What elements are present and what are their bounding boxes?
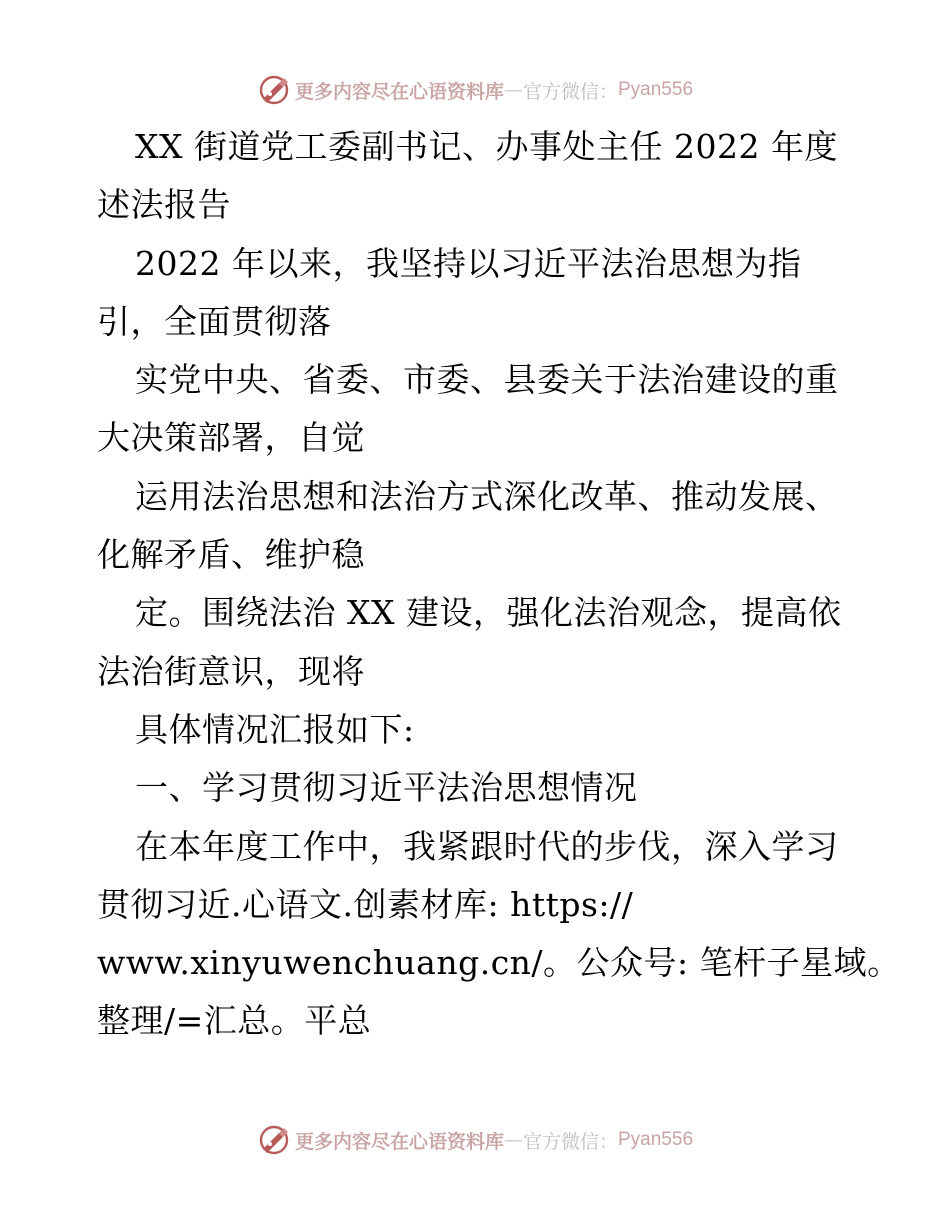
banner-wechat-id: Pyan556 bbox=[618, 1129, 694, 1150]
banner-text: 更多内容尽在心语资料库 bbox=[294, 80, 504, 103]
document-title-line-1: XX 街道党工委副书记、办事处主任 2022 年度 bbox=[135, 127, 838, 166]
paragraph-line: www.xinyuwenchuang.cn/。公众号: 笔杆子星域。 bbox=[97, 943, 901, 983]
paragraph-line: 2022 年以来，我坚持以习近平法治思想为指 bbox=[135, 243, 802, 283]
paragraph-line: 具体情况汇报如下: bbox=[135, 709, 415, 749]
paragraph-line: 实党中央、省委、市委、县委关于法治建设的重 bbox=[135, 360, 839, 400]
paragraph-line: 整理/=汇总。平总 bbox=[97, 1001, 372, 1041]
paragraph-line: 化解矛盾、维护稳 bbox=[97, 535, 365, 575]
paragraph-line: 贯彻习近.心语文.创素材库: https:// bbox=[97, 884, 634, 924]
document-title-line-2: 述法报告 bbox=[97, 185, 231, 225]
footer-banner bbox=[0, 1120, 950, 1160]
paragraph-line: 法治街意识，现将 bbox=[97, 651, 365, 691]
paragraph-line: 引，全面贯彻落 bbox=[97, 301, 332, 341]
paragraph-line: 在本年度工作中，我紧跟时代的步伐，深入学习 bbox=[135, 826, 839, 866]
document-body bbox=[97, 118, 901, 1051]
banner-separator: — bbox=[503, 1129, 523, 1151]
banner-wechat-label: 官方微信： bbox=[522, 1130, 618, 1153]
banner-wechat-id: Pyan556 bbox=[618, 79, 694, 100]
banner-wechat-label: 官方微信： bbox=[522, 80, 618, 103]
paragraph-line: 定。围绕法治 XX 建设，强化法治观念，提高依 bbox=[135, 593, 842, 633]
paragraph-line: 运用法治思想和法治方式深化改革、推动发展、 bbox=[135, 476, 839, 516]
section-heading: 一、学习贯彻习近平法治思想情况 bbox=[135, 768, 638, 808]
banner-text: 更多内容尽在心语资料库 bbox=[294, 1130, 504, 1153]
pen-logo-icon bbox=[257, 1123, 291, 1157]
pen-logo-icon bbox=[257, 73, 291, 107]
header-banner bbox=[0, 70, 950, 110]
banner-separator: — bbox=[503, 79, 523, 101]
paragraph-line: 大决策部署，自觉 bbox=[97, 418, 365, 458]
